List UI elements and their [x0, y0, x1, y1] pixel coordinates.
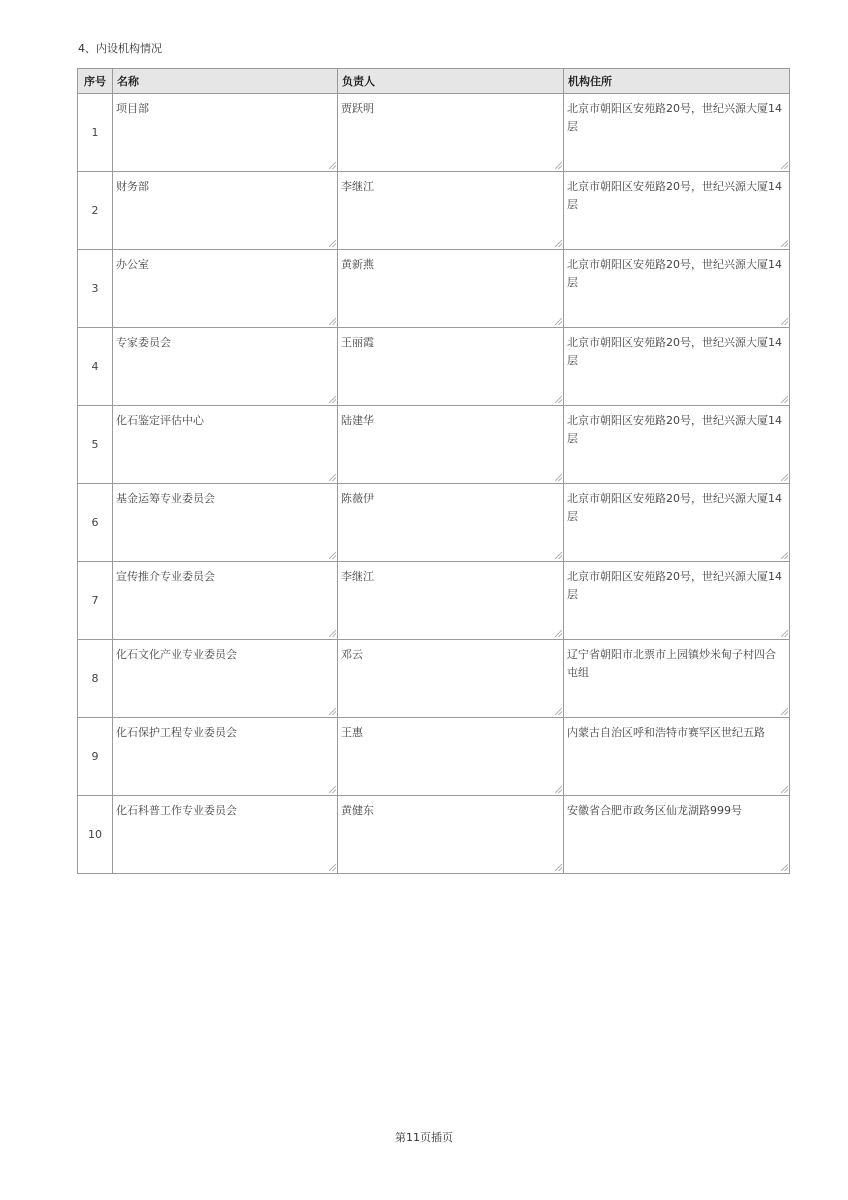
resize-grip-icon[interactable] [329, 864, 336, 871]
table-row [78, 250, 790, 328]
address-field-cell [564, 328, 790, 406]
resize-grip-icon[interactable] [555, 786, 562, 793]
name-field[interactable] [113, 406, 337, 482]
address-field[interactable] [564, 484, 789, 560]
resize-grip-icon[interactable] [781, 864, 788, 871]
leader-field-text: 黄新燕 [341, 258, 374, 271]
leader-field-text: 李继江 [341, 570, 374, 583]
address-field-text: 北京市朝阳区安苑路20号，世纪兴源大厦14层 [567, 336, 782, 367]
resize-grip-icon[interactable] [781, 786, 788, 793]
leader-field-cell [338, 640, 564, 718]
address-field-cell [564, 250, 790, 328]
name-field-cell [113, 172, 338, 250]
address-field-cell [564, 640, 790, 718]
address-field-text: 北京市朝阳区安苑路20号，世纪兴源大厦14层 [567, 414, 782, 445]
leader-field[interactable] [338, 718, 563, 794]
header-leader: 负责人 [338, 69, 564, 94]
leader-field[interactable] [338, 562, 563, 638]
table-row [78, 718, 790, 796]
resize-grip-icon[interactable] [555, 708, 562, 715]
leader-field-cell [338, 796, 564, 874]
leader-field-text: 陈薇伊 [341, 492, 374, 505]
address-field-text: 安徽省合肥市政务区仙龙湖路999号 [567, 804, 742, 817]
resize-grip-icon[interactable] [781, 162, 788, 169]
header-name: 名称 [113, 69, 338, 94]
name-field[interactable] [113, 718, 337, 794]
name-field-text: 项目部 [116, 102, 149, 115]
table-row [78, 484, 790, 562]
address-field-text: 内蒙古自治区呼和浩特市赛罕区世纪五路 [567, 726, 765, 739]
resize-grip-icon[interactable] [555, 162, 562, 169]
address-field-cell [564, 796, 790, 874]
address-field[interactable] [564, 640, 789, 716]
table-body [78, 94, 790, 874]
resize-grip-icon[interactable] [555, 630, 562, 637]
name-field-text: 化石科普工作专业委员会 [116, 804, 237, 817]
name-field-text: 化石保护工程专业委员会 [116, 726, 237, 739]
address-field-text: 北京市朝阳区安苑路20号，世纪兴源大厦14层 [567, 102, 782, 133]
resize-grip-icon[interactable] [555, 474, 562, 481]
address-field[interactable] [564, 172, 789, 248]
resize-grip-icon[interactable] [329, 318, 336, 325]
name-field-cell [113, 484, 338, 562]
row-number: 4 [78, 328, 113, 406]
name-field-cell [113, 640, 338, 718]
address-field[interactable] [564, 796, 789, 872]
resize-grip-icon[interactable] [781, 552, 788, 559]
leader-field-text: 王丽霞 [341, 336, 374, 349]
row-number: 10 [78, 796, 113, 874]
header-address: 机构住所 [564, 69, 790, 94]
leader-field-text: 邓云 [341, 648, 363, 661]
leader-field-text: 李继江 [341, 180, 374, 193]
leader-field[interactable] [338, 796, 563, 872]
address-field[interactable] [564, 94, 789, 170]
resize-grip-icon[interactable] [555, 240, 562, 247]
name-field[interactable] [113, 562, 337, 638]
name-field-text: 专家委员会 [116, 336, 171, 349]
leader-field[interactable] [338, 406, 563, 482]
header-no: 序号 [78, 69, 113, 94]
section-title: 4、内设机构情况 [78, 42, 162, 55]
leader-field-text: 陆建华 [341, 414, 374, 427]
resize-grip-icon[interactable] [781, 240, 788, 247]
row-number: 2 [78, 172, 113, 250]
leader-field-cell [338, 172, 564, 250]
table-row [78, 796, 790, 874]
table-row [78, 172, 790, 250]
name-field[interactable] [113, 328, 337, 404]
leader-field[interactable] [338, 484, 563, 560]
row-number: 6 [78, 484, 113, 562]
name-field-cell [113, 562, 338, 640]
name-field-cell [113, 406, 338, 484]
table-row [78, 640, 790, 718]
leader-field[interactable] [338, 94, 563, 170]
resize-grip-icon[interactable] [329, 474, 336, 481]
address-field-cell [564, 718, 790, 796]
resize-grip-icon[interactable] [329, 240, 336, 247]
leader-field-text: 王惠 [341, 726, 363, 739]
name-field-text: 化石文化产业专业委员会 [116, 648, 237, 661]
row-number: 9 [78, 718, 113, 796]
leader-field-cell [338, 406, 564, 484]
address-field-cell [564, 406, 790, 484]
leader-field[interactable] [338, 172, 563, 248]
resize-grip-icon[interactable] [781, 708, 788, 715]
name-field-cell [113, 94, 338, 172]
address-field-cell [564, 172, 790, 250]
resize-grip-icon[interactable] [329, 552, 336, 559]
row-number: 5 [78, 406, 113, 484]
leader-field[interactable] [338, 250, 563, 326]
name-field[interactable] [113, 484, 337, 560]
name-field-cell [113, 328, 338, 406]
leader-field-cell [338, 562, 564, 640]
resize-grip-icon[interactable] [555, 396, 562, 403]
name-field[interactable] [113, 94, 337, 170]
name-field-text: 宣传推介专业委员会 [116, 570, 215, 583]
table-row [78, 328, 790, 406]
resize-grip-icon[interactable] [781, 396, 788, 403]
name-field[interactable] [113, 796, 337, 872]
address-field-text: 北京市朝阳区安苑路20号，世纪兴源大厦14层 [567, 258, 782, 289]
name-field-cell [113, 718, 338, 796]
table-row [78, 406, 790, 484]
table-row [78, 562, 790, 640]
resize-grip-icon[interactable] [555, 318, 562, 325]
address-field-cell [564, 562, 790, 640]
name-field-cell [113, 796, 338, 874]
row-number: 7 [78, 562, 113, 640]
resize-grip-icon[interactable] [329, 708, 336, 715]
resize-grip-icon[interactable] [329, 786, 336, 793]
address-field-text: 辽宁省朝阳市北票市上园镇炒米甸子村四合屯组 [567, 648, 776, 679]
address-field[interactable] [564, 406, 789, 482]
page-footer: 第11页插页 [395, 1131, 453, 1144]
row-number: 8 [78, 640, 113, 718]
address-field-text: 北京市朝阳区安苑路20号，世纪兴源大厦14层 [567, 570, 782, 601]
address-field[interactable] [564, 718, 789, 794]
leader-field-text: 黄健东 [341, 804, 374, 817]
resize-grip-icon[interactable] [329, 630, 336, 637]
leader-field[interactable] [338, 640, 563, 716]
resize-grip-icon[interactable] [555, 552, 562, 559]
resize-grip-icon[interactable] [781, 318, 788, 325]
leader-field-cell [338, 484, 564, 562]
resize-grip-icon[interactable] [555, 864, 562, 871]
name-field-cell [113, 250, 338, 328]
address-field-text: 北京市朝阳区安苑路20号，世纪兴源大厦14层 [567, 180, 782, 211]
name-field-text: 财务部 [116, 180, 149, 193]
leader-field-cell [338, 94, 564, 172]
name-field[interactable] [113, 640, 337, 716]
resize-grip-icon[interactable] [329, 162, 336, 169]
name-field-text: 基金运筹专业委员会 [116, 492, 215, 505]
resize-grip-icon[interactable] [329, 396, 336, 403]
name-field-text: 办公室 [116, 258, 149, 271]
row-number: 3 [78, 250, 113, 328]
resize-grip-icon[interactable] [781, 474, 788, 481]
name-field[interactable] [113, 250, 337, 326]
name-field-text: 化石鉴定评估中心 [116, 414, 204, 427]
table-header-row [78, 69, 790, 94]
leader-field-cell [338, 718, 564, 796]
leader-field-cell [338, 250, 564, 328]
address-field-cell [564, 94, 790, 172]
leader-field[interactable] [338, 328, 563, 404]
leader-field-text: 贾跃明 [341, 102, 374, 115]
internal-organization-table [77, 68, 790, 874]
address-field[interactable] [564, 562, 789, 638]
table-row [78, 94, 790, 172]
row-number: 1 [78, 94, 113, 172]
name-field[interactable] [113, 172, 337, 248]
address-field[interactable] [564, 250, 789, 326]
address-field[interactable] [564, 328, 789, 404]
leader-field-cell [338, 328, 564, 406]
resize-grip-icon[interactable] [781, 630, 788, 637]
address-field-text: 北京市朝阳区安苑路20号，世纪兴源大厦14层 [567, 492, 782, 523]
address-field-cell [564, 484, 790, 562]
